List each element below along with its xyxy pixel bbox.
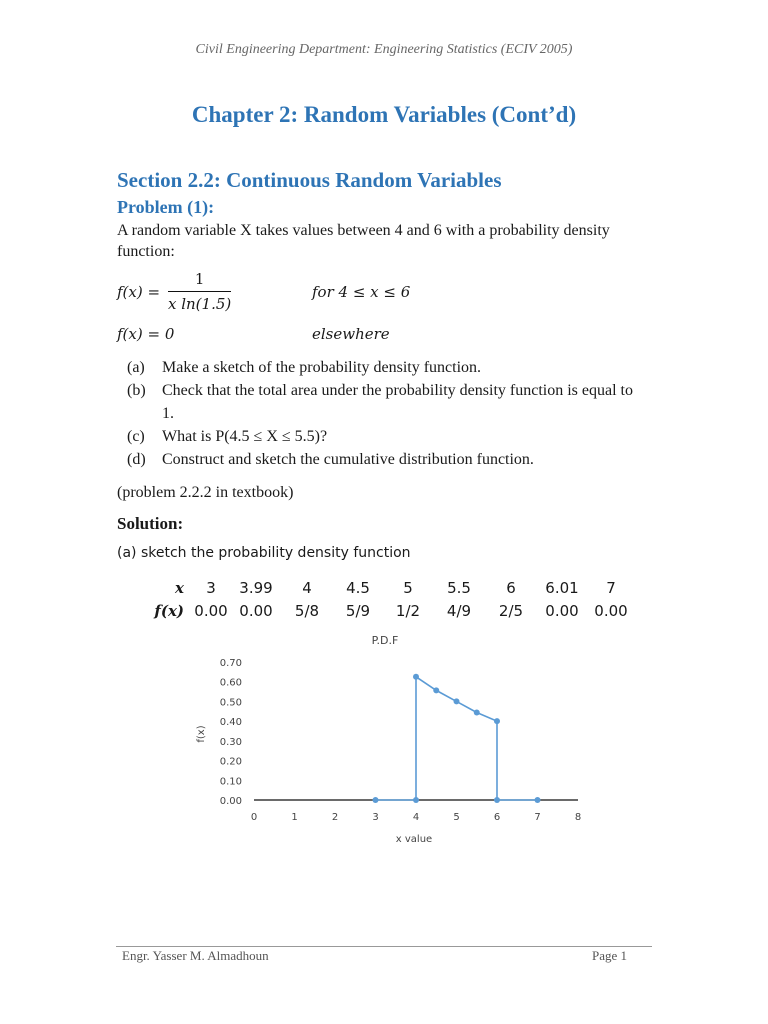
x-tick-labels — [251, 812, 581, 823]
list-item — [127, 448, 647, 471]
part-text: Construct and sketch the cumulative distribution function. — [162, 451, 534, 468]
series-line — [376, 677, 538, 800]
y-tick-label: 0.00 — [219, 796, 242, 807]
chart-title: P.D.F — [371, 634, 399, 647]
table-cell: 4/9 — [446, 601, 472, 620]
x-axis-label: x value — [395, 834, 433, 845]
y-tick-label: 0.30 — [219, 736, 242, 748]
table-cell: 5.5 — [447, 578, 471, 597]
x-tick-label: 3 — [372, 812, 379, 823]
table-cell: 0.00 — [594, 601, 628, 620]
list-item — [127, 425, 647, 448]
x-tick-label: 2 — [331, 812, 339, 823]
table-cell: 5/8 — [294, 601, 320, 620]
table-cell: 4.5 — [346, 578, 370, 597]
y-tick-label: 0.60 — [219, 677, 242, 689]
data-point — [535, 797, 541, 803]
table-cell: 5/9 — [345, 601, 371, 620]
equation-1-lhs: f(x) = — [117, 283, 161, 301]
equation-1-fraction — [168, 270, 231, 313]
equation-1-denominator: x ln(1.5) — [168, 295, 232, 313]
equation-1-numerator: 1 — [168, 270, 231, 292]
x-tick-label: 6 — [493, 812, 501, 823]
data-point — [494, 797, 500, 803]
x-tick-label: 0 — [250, 812, 258, 823]
question-parts — [127, 356, 647, 471]
y-axis-label: f(x) — [196, 725, 207, 743]
x-tick-label: 5 — [453, 812, 460, 823]
part-label: (c) — [127, 428, 145, 445]
table-cell: 7 — [606, 578, 616, 597]
x-tick-label: 8 — [574, 812, 582, 823]
table-cell: 0.00 — [239, 601, 273, 620]
y-tick-label: 0.70 — [219, 658, 242, 669]
y-tick-label: 0.40 — [219, 717, 242, 729]
part-label: (a) — [127, 359, 145, 376]
footer-divider — [116, 946, 652, 947]
problem-intro: A random variable X takes values between 4 and 6 with a probability density function: — [117, 222, 610, 260]
section-title: Section 2.2: Continuous Random Variables — [117, 168, 502, 192]
x-tick-label: 1 — [291, 812, 298, 823]
table-row — [140, 576, 634, 599]
page-header: Civil Engineering Department: Engineering Statistics (ECIV 2005) — [195, 42, 573, 57]
data-point — [454, 698, 460, 704]
table-cell: 5 — [403, 578, 413, 597]
y-tick-label: 0.10 — [219, 776, 242, 788]
data-point — [474, 709, 480, 715]
table-cell: 0.00 — [545, 601, 579, 620]
problem-title: Problem (1): — [117, 197, 215, 217]
part-label: (d) — [127, 451, 146, 468]
series-f-x — [373, 674, 541, 803]
table-cell: 3.99 — [239, 578, 273, 597]
table-cell: 1/2 — [395, 601, 421, 620]
data-point — [433, 687, 439, 693]
data-point — [494, 718, 500, 724]
list-item — [127, 356, 647, 379]
table-cell: 6.01 — [545, 578, 579, 597]
pdf-values-table — [140, 576, 634, 622]
x-tick-label: 7 — [534, 812, 541, 823]
part-text: Check that the total area under the probability density function is equal to 1. — [162, 382, 633, 422]
solution-heading: Solution: — [117, 514, 184, 533]
x-tick-label: 4 — [412, 812, 420, 823]
list-item — [127, 379, 647, 425]
table-cell: 6 — [506, 578, 516, 597]
textbook-reference: (problem 2.2.2 in textbook) — [117, 484, 294, 501]
equation-2-condition: elsewhere — [312, 325, 390, 343]
data-point — [413, 674, 419, 680]
x-header: x — [175, 578, 184, 597]
part-label: (b) — [127, 382, 146, 399]
footer-author: Engr. Yasser M. Almadhoun — [122, 948, 269, 963]
table-cell: 3 — [206, 578, 216, 597]
equation-2-lhs: f(x) = 0 — [117, 325, 175, 343]
part-text: What is P(4.5 ≤ X ≤ 5.5)? — [162, 428, 328, 445]
table-cell: 0.00 — [194, 601, 228, 620]
chapter-title: Chapter 2: Random Variables (Cont’d) — [191, 102, 577, 127]
fx-header: f(x) — [154, 601, 184, 620]
data-point — [373, 797, 379, 803]
table-cell: 4 — [302, 578, 312, 597]
data-point — [413, 797, 419, 803]
equation-1-condition: for 4 ≤ x ≤ 6 — [312, 283, 411, 301]
part-text: Make a sketch of the probability density function. — [162, 359, 482, 376]
y-tick-label: 0.50 — [219, 697, 242, 709]
solution-part-a-heading: (a) sketch the probability density function — [117, 545, 411, 561]
pdf-chart — [180, 620, 610, 860]
footer-page-number: Page 1 — [592, 948, 628, 963]
table-cell: 2/5 — [498, 601, 524, 620]
table-row — [140, 599, 634, 622]
y-tick-label: 0.20 — [219, 756, 242, 768]
y-tick-labels — [220, 658, 242, 807]
